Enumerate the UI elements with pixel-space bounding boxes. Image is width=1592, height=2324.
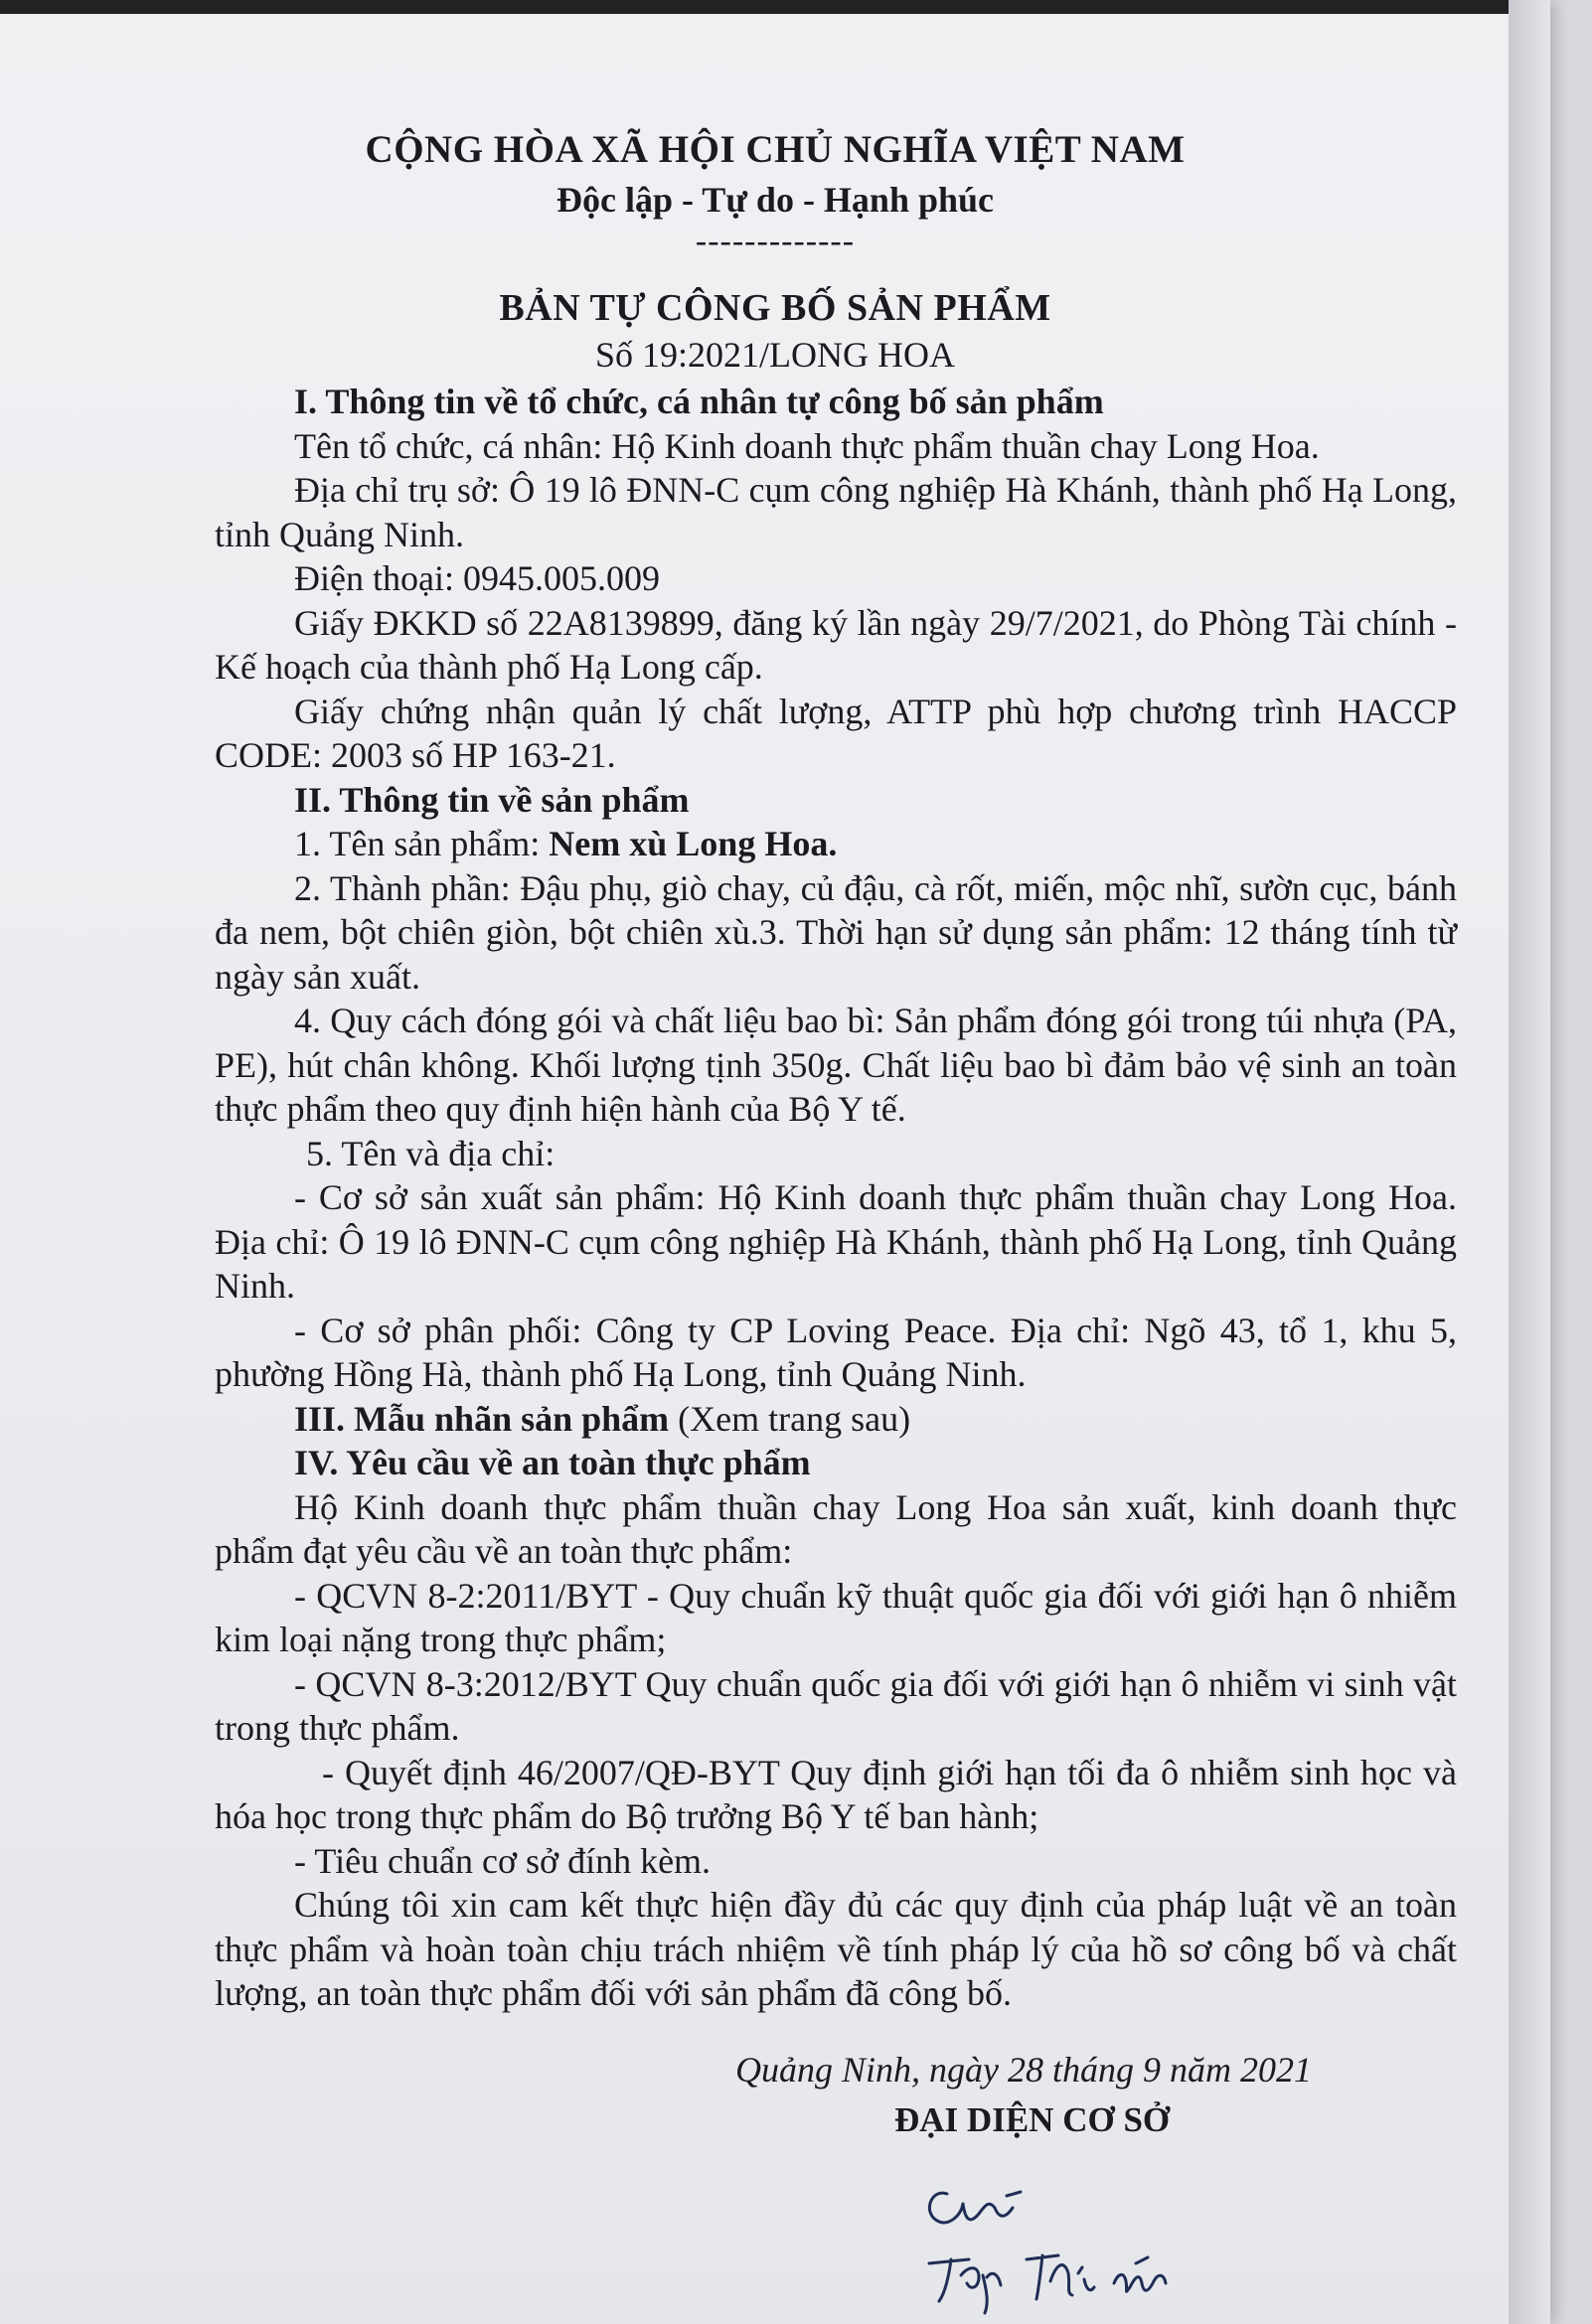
header-divider: -------------	[695, 223, 856, 259]
requirement-item: - QCVN 8-3:2012/BYT Quy chuẩn quốc gia đối với giới hạn ô nhiễm vi sinh vật trong thực phẩm.	[215, 1663, 1457, 1748]
product-name	[215, 822, 1457, 866]
name-address-label: 5. Tên và địa chỉ:	[306, 1133, 556, 1173]
handwritten-signature	[909, 2156, 1227, 2315]
producer-info: - Cơ sở sản xuất sản phẩm: Hộ Kinh doanh thực phẩm thuần chay Long Hoa. Địa chỉ: Ô 19 lô ĐNN-C cụm công nghiệp Hà Khánh, thành phố Hạ Long, tỉnh Quảng Ninh.	[215, 1177, 1457, 1306]
section-1-heading: I. Thông tin về tổ chức, cá nhân tự công bố sản phẩm	[294, 382, 1104, 421]
quality-certificate: Giấy chứng nhận quản lý chất lượng, ATTP phù hợp chương trình HACCP CODE: 2003 số HP 163-21.	[215, 691, 1457, 775]
document-number: Số 19:2021/LONG HOA	[594, 335, 955, 375]
product-ingredients: 2. Thành phần: Đậu phụ, giò chay, củ đậu, cà rốt, miến, mộc nhĩ, sườn cục, bánh đa nem, bột chiên giòn, bột chiên xù.3. Thời hạn sử dụng sản phẩm: 12 tháng tính từ ngày sản xuất.	[215, 867, 1457, 997]
org-name: Tên tổ chức, cá nhân: Hộ Kinh doanh thực phẩm thuần chay Long Hoa.	[294, 425, 1320, 466]
org-phone: Điện thoại: 0945.005.009	[294, 558, 660, 598]
product-name-label: 1. Tên sản phẩm:	[294, 824, 550, 863]
business-license: Giấy ĐKKD số 22A8139899, đăng ký lần ngày 29/7/2021, do Phòng Tài chính - Kế hoạch của thành phố Hạ Long cấp.	[215, 602, 1457, 687]
section-3-heading: III. Mẫu nhãn sản phẩm	[294, 1398, 670, 1439]
product-name-value: Nem xù Long Hoa.	[549, 824, 838, 863]
requirement-item: - Quyết định 46/2007/QĐ-BYT Quy định giới hạn tối đa ô nhiễm sinh học và hóa học trong thực phẩm do Bộ trưởng Bộ Y tế ban hành;	[215, 1752, 1457, 1836]
product-packaging: 4. Quy cách đóng gói và chất liệu bao bì: Sản phẩm đóng gói trong túi nhựa (PA, PE), hút chân không. Khối lượng tịnh 350g. Chất liệu bao bì đảm bảo vệ sinh an toàn thực phẩm theo quy định hiện hành của Bộ Y tế.	[215, 1001, 1457, 1129]
section-3-line	[215, 1397, 1457, 1442]
org-address: Địa chỉ trụ sở: Ô 19 lô ĐNN-C cụm công nghiệp Hà Khánh, thành phố Hạ Long, tỉnh Quảng Ninh.	[215, 470, 1457, 554]
commitment-statement: Chúng tôi xin cam kết thực hiện đầy đủ các quy định của pháp luật về an toàn thực phẩm và hoàn toàn chịu trách nhiệm về tính pháp lý của hồ sơ công bố và chất lượng, an toàn thực phẩm đối với sản phẩm đã công bố.	[215, 1885, 1457, 2013]
representative-title: ĐẠI DIỆN CƠ SỞ	[894, 2100, 1171, 2139]
place-date: Quảng Ninh, ngày 28 tháng 9 năm 2021	[735, 2050, 1312, 2090]
distributor-info: - Cơ sở phân phối: Công ty CP Loving Peace. Địa chỉ: Ngõ 43, tổ 1, khu 5, phường Hồng Hà, thành phố Hạ Long, tỉnh Quảng Ninh.	[215, 1310, 1457, 1394]
section-2-heading: II. Thông tin về sản phẩm	[294, 779, 690, 820]
section-4-intro: Hộ Kinh doanh thực phẩm thuần chay Long Hoa sản xuất, kinh doanh thực phẩm đạt yêu cầu về an toàn thực phẩm:	[215, 1486, 1457, 1571]
section-4-heading: IV. Yêu cầu về an toàn thực phẩm	[294, 1443, 811, 1482]
document-title: BẢN TỰ CÔNG BỐ SẢN PHẨM	[499, 287, 1051, 329]
section-3-note: (Xem trang sau)	[669, 1398, 911, 1439]
requirement-item: - Tiêu chuẩn cơ sở đính kèm.	[294, 1840, 712, 1881]
national-title: CỘNG HÒA XÃ HỘI CHỦ NGHĨA VIỆT NAM	[365, 128, 1186, 171]
document-body	[215, 380, 1457, 2016]
top-edge-shadow	[0, 0, 1550, 14]
requirement-item: - QCVN 8-2:2011/BYT - Quy chuẩn kỹ thuật quốc gia đối với giới hạn ô nhiễm kim loại nặng trong thực phẩm;	[215, 1575, 1457, 1659]
motto: Độc lập - Tự do - Hạnh phúc	[556, 180, 995, 220]
